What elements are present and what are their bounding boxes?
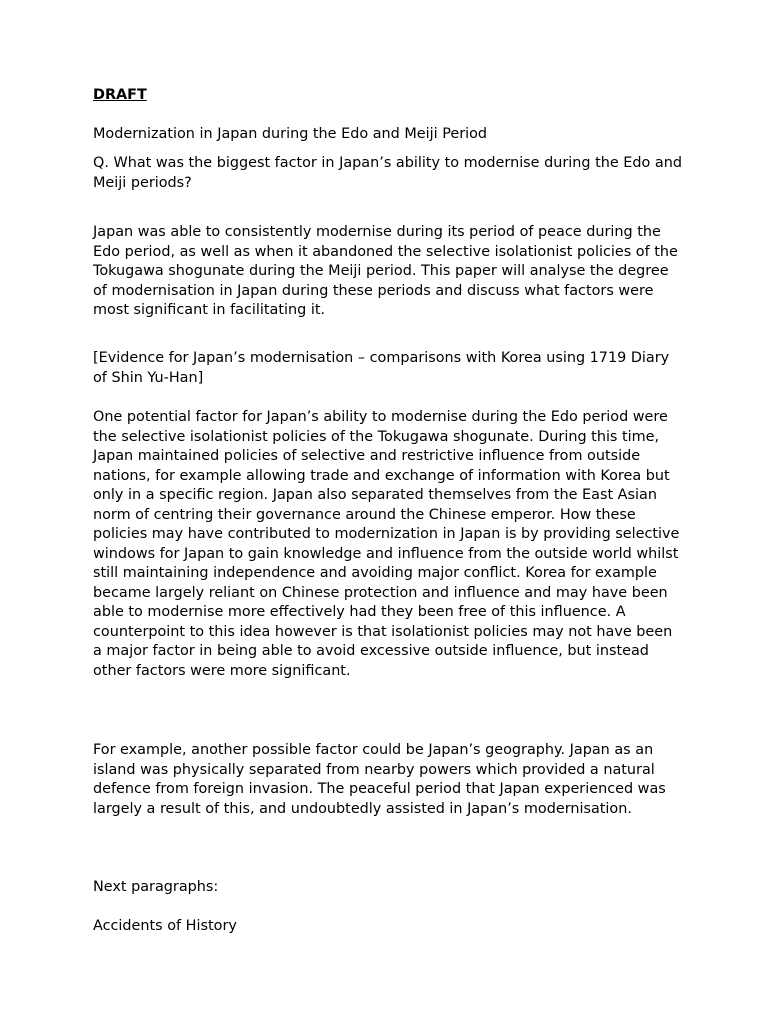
research-question: Q. What was the biggest factor in Japan’s ability to modernise during the Edo and Meiji periods? — [93, 155, 682, 191]
accidents-of-history-heading: Accidents of History — [93, 918, 237, 934]
document-title: Modernization in Japan during the Edo and Meiji Period — [93, 126, 488, 142]
next-paragraphs-label: Next paragraphs: — [93, 879, 219, 895]
intro-paragraph: Japan was able to consistently modernise during its period of peace during the Edo period, as well as when it abandoned the selective isolationist policies of the Tokugawa shogunate during the Meiji period. This paper will analyse the degree of modernisation in Japan during these periods and discuss what factors were most significant in facilitating it. — [93, 224, 678, 318]
evidence-note: [Evidence for Japan’s modernisation – comparisons with Korea using 1719 Diary of Shin Yu-Han] — [93, 350, 670, 386]
isolation-paragraph: One potential factor for Japan’s ability to modernise during the Edo period were the selective isolationist policies of the Tokugawa shogunate. During this time, Japan maintained policies of selective and restrictive influence from outside nations, for example allowing trade and exchange of information with Korea but only in a specific region. Japan also separated themselves from the East Asian norm of centring their governance around the Chinese emperor. How these policies may have contributed to modernization in Japan is by providing selective windows for Japan to gain knowledge and influence from the outside world whilst still maintaining independence and avoiding major conflict. Korea for example became largely reliant on Chinese protection and influence and may have been able to modernise more effectively had they been free of this influence. A counterpoint to this idea however is that isolationist policies may not have been a major factor in being able to avoid excessive outside influence, but instead other factors were more significant. — [93, 409, 680, 679]
draft-label: DRAFT — [93, 87, 147, 103]
geography-paragraph: For example, another possible factor could be Japan’s geography. Japan as an island was physically separated from nearby powers which provided a natural defence from foreign invasion. The peaceful period that Japan experienced was largely a result of this, and undoubtedly assisted in Japan’s modernisation. — [93, 742, 666, 817]
